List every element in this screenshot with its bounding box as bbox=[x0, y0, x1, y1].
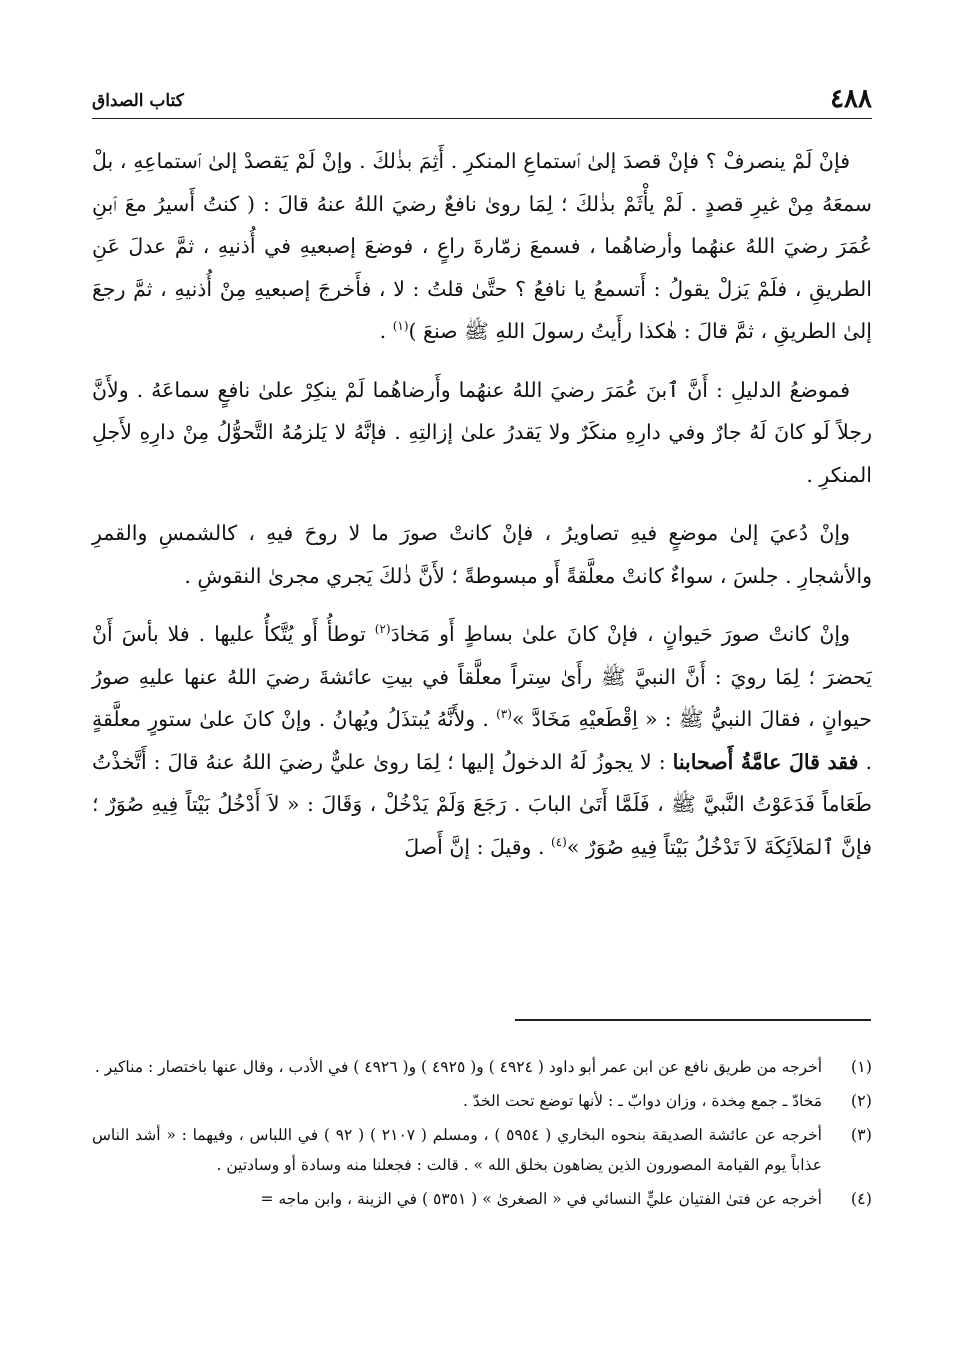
paragraph bbox=[92, 369, 872, 497]
paragraph bbox=[92, 512, 872, 597]
paragraph-text: . bbox=[379, 319, 393, 343]
footnote-text: أخرجه عن فتىٰ الفتيان عليٍّ النسائي في « الصغرىٰ » ( ٥٣٥١ ) في الزينة ، وابن ماجه = bbox=[260, 1190, 822, 1208]
footnote-number: (٤) bbox=[850, 1189, 872, 1208]
paragraph bbox=[92, 613, 872, 868]
footnote-number: (٢) bbox=[850, 1091, 872, 1110]
paragraph-text: توطأُ أَو يُتَّكأُ عليها . فلا بأسَ أَنْ يَحضرَ ؛ لِمَا رويَ : أَنَّ النبيَّ ﷺ رأَىٰ سِتراً معلَّقاً في بيتِ عائشةَ رضيَ اللهُ عنها عليهِ صورُ حيوانٍ ، فقالَ النبيُّ ﷺ : « اِقْطَعيْهِ مَخَادَّ » bbox=[92, 622, 872, 731]
paragraph-text: فإنْ لَمْ ينصرفْ ؟ فإنْ قصدَ إلىٰ ٱستماعِ المنكرِ . أَثِمَ بذٰلكَ . وإنْ لَمْ يَقصدْ إلىٰ ٱستماعِهِ ، بلْ سمعَهُ مِنْ غيرِ قصدٍ . لَمْ يأْثَمْ بذٰلكَ ؛ لِمَا روىٰ نافعٌ رضيَ اللهُ عنهُ قالَ : ( كنتُ أَسيرُ معَ ٱبنِ عُمَرَ رضيَ اللهُ عنهُما وأرضاهُما ، فسمعَ زمّارةَ راعٍ ، فوضعَ إصبعيهِ في أُذنيهِ ، ثمَّ عدلَ عَنِ الطريقِ ، فلَمْ يَزلْ يقولُ : أَتسمعُ يا نافعُ ؟ حتَّىٰ قلتُ : لا ، فأَخرجَ إصبعيهِ مِنْ أُذنيهِ ، ثمَّ رجعَ إلىٰ الطريقِ ، ثمَّ قالَ : هٰكذا رأَيتُ رسولَ اللهِ ﷺ صنعَ ) bbox=[92, 149, 872, 343]
footnote-text: أخرجه عن عائشة الصديقة بنحوه البخاري ( ٥٩٥٤ ) ، ومسلم ( ٢١٠٧ ) ( ٩٢ ) في اللباس ، وفيهما : « أشد الناس عذاباً يوم القيامة المصورون الذين يضاهون بخلق الله » . قالت : فجعلنا منه وسادة أو وسادتين . bbox=[92, 1126, 822, 1174]
footnote bbox=[92, 1052, 872, 1082]
paragraph-text: فموضعُ الدليلِ : أَنَّ ٱبنَ عُمَرَ رضيَ اللهُ عنهُما وأَرضاهُما لَمْ ينكِرْ علىٰ نافعٍ سماعَهُ . ولأَنَّ رجلاً لَو كانَ لَهُ جارٌ وفي دارِهِ منكَرٌ ولا يَقدرُ علىٰ إزالتِهِ . فإنَّهُ لا يَلزمُهُ التَّحوُّلُ مِنْ دارِهِ لأَجلِ المنكرِ . bbox=[92, 377, 872, 487]
footnote-marker: (٢) bbox=[374, 622, 391, 637]
footnote bbox=[92, 1120, 872, 1180]
bold-phrase: فقد قالَ عامَّةُ أَصحابنا bbox=[672, 749, 859, 774]
footnote-text: أخرجه من طريق نافع عن ابن عمر أبو داود ( ٤٩٢٤ ) و( ٤٩٢٥ ) و( ٤٩٢٦ ) في الأدب ، وقال عنها باختصار : مناكير . bbox=[94, 1058, 822, 1076]
page-number: ٤٨٨ bbox=[830, 84, 872, 114]
main-text bbox=[92, 140, 872, 884]
footnote bbox=[92, 1184, 872, 1214]
footnote-marker: (٣) bbox=[496, 707, 512, 722]
footnote-divider bbox=[515, 1019, 871, 1021]
footnotes bbox=[92, 1052, 872, 1218]
page-header bbox=[92, 84, 872, 119]
paragraph-text: وإنْ كانتْ صورَ حَيوانٍ ، فإنْ كانَ علىٰ بساطٍ أَو مَخادَ bbox=[390, 622, 851, 646]
footnote-number: (١) bbox=[850, 1057, 872, 1076]
paragraph-text: : لا يجوزُ لَهُ الدخولُ إليها ؛ لِمَا روىٰ عليٌّ رضيَ اللهُ عنهُ قالَ : أَتَّخذْتُ طَعَاماً فَدَعَوْتُ النَّبيَّ ﷺ ، فَلَمَّا أَتَىٰ البابَ . رَجَعَ وَلَمْ يَدْخُلْ ، وَقَالَ : « لاَ أَدْخُلُ بَيْتاً فِيهِ صُوَرٌ ؛ فإنَّ ٱلمَلاَئِكَةَ لاَ تَدْخُلُ بَيْتاً فِيهِ صُوَرٌ » bbox=[92, 749, 872, 859]
paragraph-text: . ولأَنَّهُ يُبتذَلُ ويُهانُ . وإنْ كانَ علىٰ ستورٍ معلَّقةٍ . bbox=[92, 707, 872, 774]
footnote-text: مَخادّ ـ جمع مِخدة ، وزان دوابّ ـ : لأنها توضع تحت الخدّ . bbox=[463, 1092, 822, 1110]
footnote-marker: (١) bbox=[392, 319, 409, 334]
footnote-marker: (٤) bbox=[551, 834, 567, 849]
paragraph bbox=[92, 140, 872, 353]
paragraph-text: . وقيلَ : إنَّ أَصلَ bbox=[404, 834, 551, 859]
footnote-number: (٣) bbox=[850, 1125, 872, 1144]
footnote bbox=[92, 1086, 872, 1116]
paragraph-text: وإنْ دُعيَ إلىٰ موضعٍ فيهِ تصاويرُ ، فإنْ كانتْ صورَ ما لا روحَ فيهِ ، كالشمسِ والقمرِ والأشجارِ . جلسَ ، سواءٌ كانتْ معلَّقةً أَو مبسوطةً ؛ لأَنَّ ذٰلكَ يَجري مجرىٰ النقوشِ . bbox=[92, 521, 872, 588]
book-title: كتاب الصداق bbox=[92, 91, 184, 111]
